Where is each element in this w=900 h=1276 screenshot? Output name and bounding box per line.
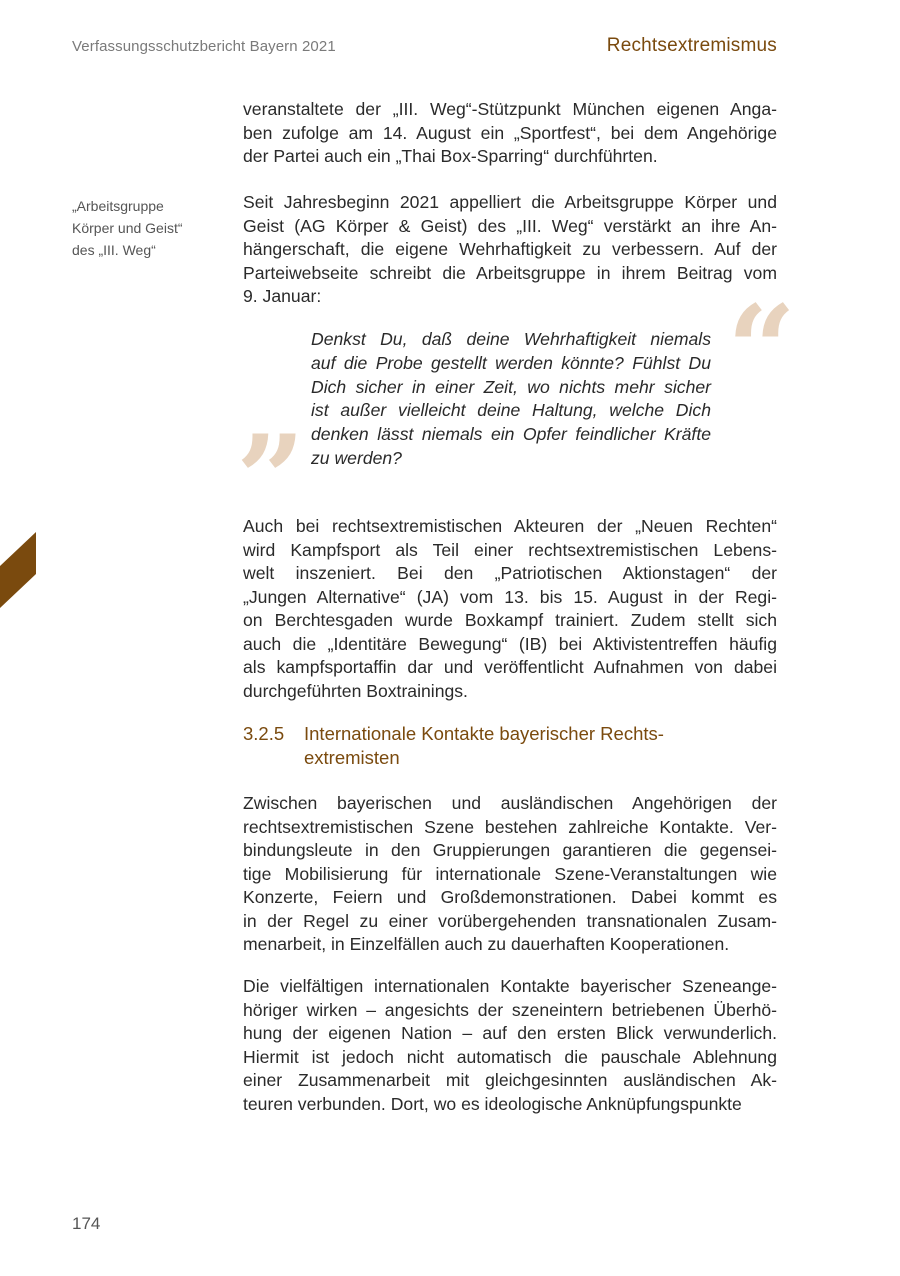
quote-line: Denkst Du, daß deine Wehrhaftigkeit niemals — [311, 329, 711, 349]
text-line: 9. Januar: — [243, 286, 322, 306]
quote-line: ist außer vielleicht deine Haltung, welche Dich — [311, 400, 711, 421]
text-line: Die vielfältigen internationalen Kontakte bayerischer Szeneange- — [243, 976, 777, 996]
paragraph-4 — [243, 792, 777, 957]
quote-line: zu werden? — [311, 447, 402, 468]
text-line: Auch bei rechtsextremistischen Akteuren der „Neuen Rechten“ — [243, 516, 777, 536]
section-title-line: Internationale Kontakte bayerischer Rechts- — [304, 723, 664, 744]
chapter-tab-marker — [0, 532, 36, 608]
text-line: hung der eigenen Nation – auf den ersten Blick verwunderlich. — [243, 1023, 777, 1043]
text-line: der Partei auch ein „Thai Box-Sparring“ durchführten. — [243, 146, 658, 166]
quote-line: denken lässt niemals ein Opfer feindlicher Kräfte — [311, 424, 711, 445]
opening-quote-mark-icon: “ — [727, 279, 797, 420]
text-line: wird Kampfsport als Teil einer rechtsextremistischen Lebens- — [243, 539, 777, 560]
text-line: Zwischen bayerischen und ausländischen Angehörigen der — [243, 793, 777, 813]
text-line: Konzerte, Feiern und Großdemonstrationen. Dabei kommt es — [243, 887, 777, 907]
text-line: einer Zusammenarbeit mit gleichgesinnten ausländischen Ak- — [243, 1070, 777, 1090]
text-line: tige Mobilisierung für internationale Szene-Veranstaltungen wie — [243, 863, 777, 884]
running-header-section: Rechtsextremismus — [606, 35, 777, 56]
margin-note-line: Körper und Geist“ — [72, 220, 183, 236]
text-line: Geist (AG Körper & Geist) des „III. Weg“ verstärkt an ihre An- — [243, 215, 777, 236]
blockquote — [311, 328, 711, 471]
text-line: „Jungen Alternative“ (JA) vom 13. bis 15. August in der Regi- — [243, 586, 777, 607]
section-title-line: extremisten — [304, 747, 400, 768]
text-line: bindungsleute in den Gruppierungen garantieren die gegensei- — [243, 840, 777, 860]
text-line: welt inszeniert. Bei den „Patriotischen Aktionstagen“ der — [243, 563, 777, 583]
text-line: Seit Jahresbeginn 2021 appelliert die Arbeitsgruppe Körper und — [243, 192, 777, 212]
margin-note-line: des „III. Weg“ — [72, 242, 156, 258]
margin-note-line: „Arbeitsgruppe — [72, 198, 164, 214]
text-line: veranstaltete der „III. Weg“-Stützpunkt München eigenen Anga- — [243, 99, 777, 119]
paragraph-3 — [243, 515, 777, 703]
text-line: Parteiwebseite schreibt die Arbeitsgruppe in ihrem Beitrag vom — [243, 262, 777, 283]
text-line: als kampfsportaffin dar und veröffentlicht Aufnahmen von dabei — [243, 657, 777, 677]
paragraph-2 — [243, 191, 777, 309]
text-line: durchgeführten Boxtrainings. — [243, 680, 468, 701]
text-line: rechtsextremistischen Szene bestehen zahlreiche Kontakte. Ver- — [243, 816, 777, 837]
text-line: menarbeit, in Einzelfällen auch zu dauerhaften Kooperationen. — [243, 934, 730, 954]
text-line: höriger wirken – angesichts der szeneintern betriebenen Überhö- — [243, 999, 777, 1020]
text-line: Hiermit ist jedoch nicht automatisch die pauschale Ablehnung — [243, 1046, 777, 1067]
quote-line: Dich sicher in einer Zeit, wo nichts mehr sicher — [311, 376, 711, 397]
text-line: in der Regel zu einer vorübergehenden transnationalen Zusam- — [243, 910, 777, 931]
text-line: auch die „Identitäre Bewegung“ (IB) bei Aktivistentreffen häufig — [243, 633, 777, 654]
closing-quote-mark-icon: ” — [236, 409, 306, 550]
text-line: hängerschaft, die eigene Wehrhaftigkeit zu verbessern. Auf der — [243, 239, 777, 259]
text-line: ben zufolge am 14. August ein „Sportfest“, bei dem Angehörige — [243, 122, 777, 143]
paragraph-1 — [243, 98, 777, 169]
margin-note — [72, 195, 222, 261]
quote-line: auf die Probe gestellt werden könnte? Fühlst Du — [311, 352, 711, 373]
section-number: 3.2.5 — [243, 723, 285, 744]
page-number: 174 — [72, 1214, 101, 1233]
text-line: on Berchtesgaden wurde Boxkampf trainiert. Zudem stellt sich — [243, 610, 777, 630]
text-line: teuren verbunden. Dort, wo es ideologische Anknüpfungspunkte — [243, 1093, 742, 1114]
section-title — [304, 722, 774, 770]
chapter-tab-shape — [0, 532, 36, 608]
running-header-title: Verfassungsschutzbericht Bayern 2021 — [72, 38, 336, 55]
paragraph-5 — [243, 975, 777, 1116]
